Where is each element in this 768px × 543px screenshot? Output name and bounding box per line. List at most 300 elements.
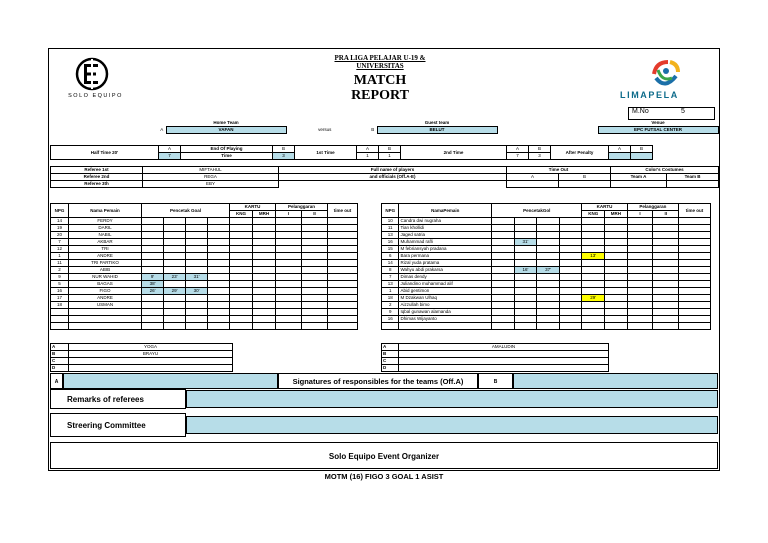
home-official-row — [51, 351, 233, 358]
guest-player-mrh — [605, 218, 628, 225]
guest-player-row — [382, 302, 711, 309]
home-player-goal — [186, 281, 208, 288]
guest-player-timeout — [679, 225, 711, 232]
guest-player-name: Juliandino muhammad alif — [399, 281, 492, 288]
home-player-goal — [142, 323, 164, 330]
guest-player-name: Jaged satria — [399, 232, 492, 239]
guest-player-name: Dimas dendy — [399, 274, 492, 281]
guest-player-foul-2 — [653, 288, 679, 295]
venue-name: EPC FUTSAL CENTER — [598, 127, 718, 134]
guest-player-foul-1 — [627, 274, 653, 281]
guest-player-goal-0 — [491, 239, 514, 246]
home-player-goal — [164, 225, 186, 232]
guest-player-npg: 6 — [382, 253, 399, 260]
home-player-goal — [142, 267, 164, 274]
timeout-a-label: A — [507, 174, 559, 181]
home-player-name — [69, 323, 142, 330]
guest-player-name: Wahyu abdi prakarsa — [399, 267, 492, 274]
first-a-header: A — [357, 146, 379, 153]
guest-player-mrh — [605, 295, 628, 302]
home-player-npg: 18 — [51, 302, 69, 309]
first-score-a: 1 — [357, 153, 379, 160]
guest-player-goal: 37' — [537, 267, 560, 274]
home-player-goal-extra — [208, 295, 230, 302]
home-player-goal — [186, 302, 208, 309]
guest-player-foul-1 — [627, 239, 653, 246]
home-p2-header: II — [302, 211, 328, 218]
guest-player-timeout — [679, 295, 711, 302]
guest-player-foul-1 — [627, 260, 653, 267]
home-player-goal — [142, 309, 164, 316]
guest-player-row — [382, 309, 711, 316]
second-score-b: 3 — [529, 153, 551, 160]
home-player-foul-1 — [276, 246, 302, 253]
guest-mrh-header: MRH — [605, 211, 628, 218]
timeout-b-label: B — [559, 174, 611, 181]
solo-equipo-logo — [58, 56, 133, 104]
second-time-label: 2nd Time — [401, 146, 507, 160]
guest-player-foul-2 — [653, 267, 679, 274]
home-player-goal — [142, 316, 164, 323]
home-player-goal — [186, 218, 208, 225]
home-player-mrh — [253, 316, 276, 323]
home-player-goal — [142, 218, 164, 225]
guest-player-foul-1 — [627, 316, 653, 323]
guest-player-goal-extra — [559, 309, 582, 316]
home-player-foul-2 — [302, 323, 328, 330]
guest-player-goal — [537, 288, 560, 295]
home-goal-header: Pencetak Goal — [142, 204, 230, 218]
guest-player-timeout — [679, 288, 711, 295]
guest-player-mrh — [605, 309, 628, 316]
guest-player-timeout — [679, 246, 711, 253]
guest-player-goal-0 — [491, 316, 514, 323]
guest-player-goal-0 — [491, 309, 514, 316]
guest-player-name: Tian khollidi — [399, 225, 492, 232]
home-player-foul-2 — [302, 288, 328, 295]
home-player-goal — [142, 253, 164, 260]
guest-player-timeout — [679, 267, 711, 274]
home-player-npg: 1 — [51, 253, 69, 260]
guest-player-row — [382, 288, 711, 295]
home-player-goal — [186, 323, 208, 330]
home-player-goal — [142, 295, 164, 302]
referee-2-name: REGA — [143, 174, 279, 181]
guest-player-name: Rizal yuda pratama — [399, 260, 492, 267]
first-time-label: 1st Time — [295, 146, 357, 160]
home-player-foul-2 — [302, 295, 328, 302]
home-player-timeout — [328, 225, 358, 232]
guest-player-row — [382, 253, 711, 260]
guest-player-row — [382, 295, 711, 302]
home-player-goal — [164, 323, 186, 330]
home-player-goal-extra — [208, 274, 230, 281]
guest-p1-header: I — [627, 211, 653, 218]
home-player-goal: 30' — [186, 288, 208, 295]
guest-official-row — [382, 344, 609, 351]
guest-player-timeout — [679, 302, 711, 309]
guest-player-kng — [582, 239, 605, 246]
guest-player-name: Abid gentimon — [399, 288, 492, 295]
guest-player-kng — [582, 288, 605, 295]
home-player-goal: 29' — [164, 288, 186, 295]
limapela-logo — [618, 54, 702, 106]
guest-player-goal — [537, 274, 560, 281]
home-player-goal-extra — [208, 288, 230, 295]
title-line-1: PRA LIGA PELAJAR U-19 & — [334, 54, 426, 62]
guest-player-kng — [582, 309, 605, 316]
guest-player-goal — [514, 260, 537, 267]
costumes-label: Color's Costumes — [611, 167, 719, 174]
guest-kng-header: KNG — [582, 211, 605, 218]
guest-player-goal — [537, 225, 560, 232]
match-number-box — [628, 107, 715, 120]
home-player-timeout — [328, 323, 358, 330]
guest-player-row — [382, 239, 711, 246]
home-player-name: NUR WAHID — [69, 274, 142, 281]
guest-player-mrh — [605, 253, 628, 260]
guest-official-code: C — [382, 358, 399, 365]
home-player-goal — [186, 309, 208, 316]
guest-player-goal — [537, 323, 560, 330]
guest-player-goal-extra — [559, 295, 582, 302]
guest-player-foul-2 — [653, 225, 679, 232]
home-player-goal — [164, 267, 186, 274]
guest-player-goal-0 — [491, 225, 514, 232]
match-number-label: M.No — [632, 108, 649, 115]
guest-player-goal-0 — [491, 232, 514, 239]
home-player-mrh — [253, 232, 276, 239]
home-player-npg: 5 — [51, 281, 69, 288]
home-player-npg: 2 — [51, 267, 69, 274]
home-player-timeout — [328, 218, 358, 225]
home-player-kng — [230, 323, 253, 330]
guest-player-mrh — [605, 239, 628, 246]
guest-player-npg: 2 — [382, 302, 399, 309]
home-player-kng — [230, 267, 253, 274]
remarks-label: Remarks of referees — [50, 389, 186, 409]
guest-player-npg: 7 — [382, 274, 399, 281]
home-team-label: Home Team — [213, 120, 239, 125]
guest-p2-header: II — [653, 211, 679, 218]
home-player-name: DARIL — [69, 225, 142, 232]
guest-official-name — [399, 351, 609, 358]
home-player-goal-extra — [208, 267, 230, 274]
guest-player-foul-1 — [627, 218, 653, 225]
guest-player-npg: 11 — [382, 225, 399, 232]
guest-player-foul-2 — [653, 274, 679, 281]
guest-player-goal — [537, 218, 560, 225]
home-player-npg — [51, 309, 69, 316]
guest-player-mrh — [605, 232, 628, 239]
home-player-foul-2 — [302, 246, 328, 253]
guest-player-npg: 9 — [382, 309, 399, 316]
guest-player-foul-2 — [653, 253, 679, 260]
limapela-emblem-icon — [648, 56, 682, 90]
match-number-value: 5 — [681, 108, 685, 115]
home-player-goal — [164, 302, 186, 309]
home-name-header: Nama Pemain — [69, 204, 142, 218]
home-player-goal — [164, 253, 186, 260]
referee-2-label: Referee 2nd — [51, 174, 143, 181]
guest-player-timeout — [679, 253, 711, 260]
home-player-kng — [230, 225, 253, 232]
guest-player-npg: 14 — [382, 260, 399, 267]
home-player-npg: 7 — [51, 239, 69, 246]
home-player-foul-1 — [276, 281, 302, 288]
guest-player-npg: 10 — [382, 218, 399, 225]
guest-player-goal-0 — [491, 302, 514, 309]
home-player-foul-1 — [276, 267, 302, 274]
guest-player-goal — [514, 309, 537, 316]
home-player-mrh — [253, 288, 276, 295]
home-players-table — [50, 203, 358, 330]
guest-player-name: Dhimas Wijayanto — [399, 316, 492, 323]
home-player-timeout — [328, 232, 358, 239]
home-player-goal — [186, 316, 208, 323]
home-player-npg: 17 — [51, 295, 69, 302]
home-player-mrh — [253, 302, 276, 309]
home-player-foul-1 — [276, 316, 302, 323]
home-player-row — [51, 323, 358, 330]
title-line-4: REPORT — [351, 88, 409, 103]
home-player-goal-extra — [208, 302, 230, 309]
guest-player-npg: 18 — [382, 295, 399, 302]
home-player-goal — [142, 260, 164, 267]
home-player-kng — [230, 232, 253, 239]
home-player-npg: 14 — [51, 218, 69, 225]
home-player-goal-extra — [208, 281, 230, 288]
home-player-row — [51, 309, 358, 316]
time-label: Time — [181, 153, 273, 160]
motm-footer: MOTM (16) FIGO 3 GOAL 1 ASIST — [324, 472, 444, 481]
home-player-foul-2 — [302, 267, 328, 274]
guest-player-kng — [582, 232, 605, 239]
limapela-wordmark: LIMAPELA — [620, 90, 679, 100]
guest-player-goal — [514, 232, 537, 239]
ht-b-header: B — [273, 146, 295, 153]
home-player-mrh — [253, 260, 276, 267]
home-player-name: FIGO — [69, 288, 142, 295]
guest-officials-table — [381, 343, 609, 372]
team-a-label: Team A — [611, 174, 667, 181]
home-player-goal — [164, 295, 186, 302]
guest-player-goal-extra — [559, 267, 582, 274]
guest-player-kng — [582, 218, 605, 225]
guest-player-goal — [537, 253, 560, 260]
home-player-name — [69, 309, 142, 316]
home-p1-header: I — [276, 211, 302, 218]
guest-player-goal-0 — [491, 253, 514, 260]
guest-player-timeout — [679, 281, 711, 288]
guest-player-timeout — [679, 323, 711, 330]
home-player-kng — [230, 274, 253, 281]
home-player-mrh — [253, 309, 276, 316]
guest-player-goal-extra — [559, 253, 582, 260]
home-player-row — [51, 239, 358, 246]
home-player-timeout — [328, 281, 358, 288]
home-official-code: D — [51, 365, 69, 372]
guest-player-timeout — [679, 232, 711, 239]
home-player-foul-1 — [276, 288, 302, 295]
pen-b-header: B — [631, 146, 653, 153]
time-out-label: Time Out — [507, 167, 611, 174]
home-official-row — [51, 344, 233, 351]
home-officials-table — [50, 343, 233, 372]
home-player-mrh — [253, 246, 276, 253]
home-player-goal-extra — [208, 253, 230, 260]
home-player-npg — [51, 323, 69, 330]
home-player-goal-extra — [208, 316, 230, 323]
score-table — [50, 145, 719, 160]
home-player-row — [51, 316, 358, 323]
home-player-kng — [230, 309, 253, 316]
home-player-row — [51, 281, 358, 288]
home-player-name: NABIL — [69, 232, 142, 239]
home-player-goal — [142, 225, 164, 232]
home-player-kng — [230, 281, 253, 288]
referee-1-name: MIFTAHUL — [143, 167, 279, 174]
home-player-timeout — [328, 246, 358, 253]
guest-player-goal — [537, 260, 560, 267]
guest-player-mrh — [605, 281, 628, 288]
home-player-goal-extra — [208, 239, 230, 246]
guest-player-timeout — [679, 239, 711, 246]
home-player-kng — [230, 302, 253, 309]
home-player-name: TRI PARTIKO — [69, 260, 142, 267]
half-time-label: Half Time 20' — [51, 146, 159, 160]
home-player-npg: 19 — [51, 225, 69, 232]
home-player-npg: 16 — [51, 288, 69, 295]
home-player-foul-2 — [302, 232, 328, 239]
home-player-npg — [51, 316, 69, 323]
guest-player-row — [382, 225, 711, 232]
home-player-mrh — [253, 225, 276, 232]
guest-player-goal — [537, 316, 560, 323]
home-player-foul-1 — [276, 260, 302, 267]
organizer-label: Solo Equipo Event Organizer — [50, 442, 718, 469]
home-player-foul-2 — [302, 316, 328, 323]
home-player-foul-1 — [276, 295, 302, 302]
guest-player-kng — [582, 281, 605, 288]
guest-player-timeout — [679, 218, 711, 225]
home-player-goal — [164, 232, 186, 239]
home-player-goal-extra — [208, 232, 230, 239]
guest-player-goal — [514, 253, 537, 260]
guest-player-foul-1 — [627, 288, 653, 295]
guest-player-foul-2 — [653, 309, 679, 316]
guest-player-goal — [514, 281, 537, 288]
guest-player-goal-extra — [559, 246, 582, 253]
guest-player-mrh — [605, 302, 628, 309]
guest-player-goal — [514, 218, 537, 225]
home-player-goal: 26' — [142, 288, 164, 295]
home-player-goal — [164, 309, 186, 316]
guest-kartu-header: KARTU — [582, 204, 627, 211]
guest-player-row — [382, 260, 711, 267]
home-player-goal-extra — [208, 309, 230, 316]
guest-player-goal-extra — [559, 232, 582, 239]
home-player-kng — [230, 316, 253, 323]
full-name-label: Full name of players — [279, 167, 507, 174]
home-official-code: C — [51, 358, 69, 365]
home-player-row — [51, 295, 358, 302]
home-player-kng — [230, 239, 253, 246]
guest-player-mrh — [605, 246, 628, 253]
referees-table — [50, 166, 719, 188]
pen-a-header: A — [609, 146, 631, 153]
referee-3-name: EBY — [143, 181, 279, 188]
guest-official-row — [382, 351, 609, 358]
home-player-timeout — [328, 253, 358, 260]
home-player-foul-1 — [276, 323, 302, 330]
home-kng-header: KNG — [230, 211, 253, 218]
ht-score-b: 3 — [273, 153, 295, 160]
guest-player-goal-extra — [559, 239, 582, 246]
guest-player-foul-2 — [653, 281, 679, 288]
signature-a-field[interactable] — [63, 373, 278, 389]
guest-player-npg: 13 — [382, 232, 399, 239]
committee-field[interactable] — [186, 416, 718, 434]
remarks-field[interactable] — [186, 390, 718, 408]
home-player-foul-2 — [302, 260, 328, 267]
guest-player-goal-extra — [559, 288, 582, 295]
end-of-playing-label: End Of Playing — [181, 146, 273, 153]
home-player-goal: 9' — [142, 274, 164, 281]
home-player-name: FERDY — [69, 218, 142, 225]
home-player-row — [51, 274, 358, 281]
guest-player-foul-1 — [627, 323, 653, 330]
guest-player-row — [382, 281, 711, 288]
guest-player-goal-0 — [491, 288, 514, 295]
home-player-timeout — [328, 239, 358, 246]
home-player-row — [51, 218, 358, 225]
first-b-header: B — [379, 146, 401, 153]
home-mrh-header: MRH — [253, 211, 276, 218]
guest-players-table — [381, 203, 711, 330]
home-player-foul-1 — [276, 274, 302, 281]
guest-player-name: M febriansyah pradana — [399, 246, 492, 253]
guest-player-goal-extra — [559, 218, 582, 225]
first-score-b: 1 — [379, 153, 401, 160]
home-player-npg: 9 — [51, 274, 69, 281]
home-player-goal — [186, 295, 208, 302]
guest-player-foul-2 — [653, 260, 679, 267]
home-player-foul-2 — [302, 225, 328, 232]
home-player-goal — [142, 302, 164, 309]
solo-equipo-emblem-icon — [72, 56, 112, 92]
home-player-timeout — [328, 260, 358, 267]
home-player-foul-2 — [302, 218, 328, 225]
home-player-foul-1 — [276, 253, 302, 260]
home-player-npg: 12 — [51, 246, 69, 253]
guest-player-goal — [514, 302, 537, 309]
home-player-foul-1 — [276, 309, 302, 316]
guest-player-row — [382, 246, 711, 253]
home-player-goal — [186, 239, 208, 246]
home-player-mrh — [253, 281, 276, 288]
home-player-kng — [230, 218, 253, 225]
home-player-mrh — [253, 323, 276, 330]
venue-label: Venue — [651, 120, 665, 125]
signature-b-field[interactable] — [513, 373, 718, 389]
guest-player-mrh — [605, 316, 628, 323]
guest-player-name: Aizzullah bimo — [399, 302, 492, 309]
guest-pelanggaran-header: Pelanggaran — [627, 204, 678, 211]
guest-official-code: D — [382, 365, 399, 372]
guest-player-kng — [582, 246, 605, 253]
guest-player-npg: 1 — [382, 288, 399, 295]
